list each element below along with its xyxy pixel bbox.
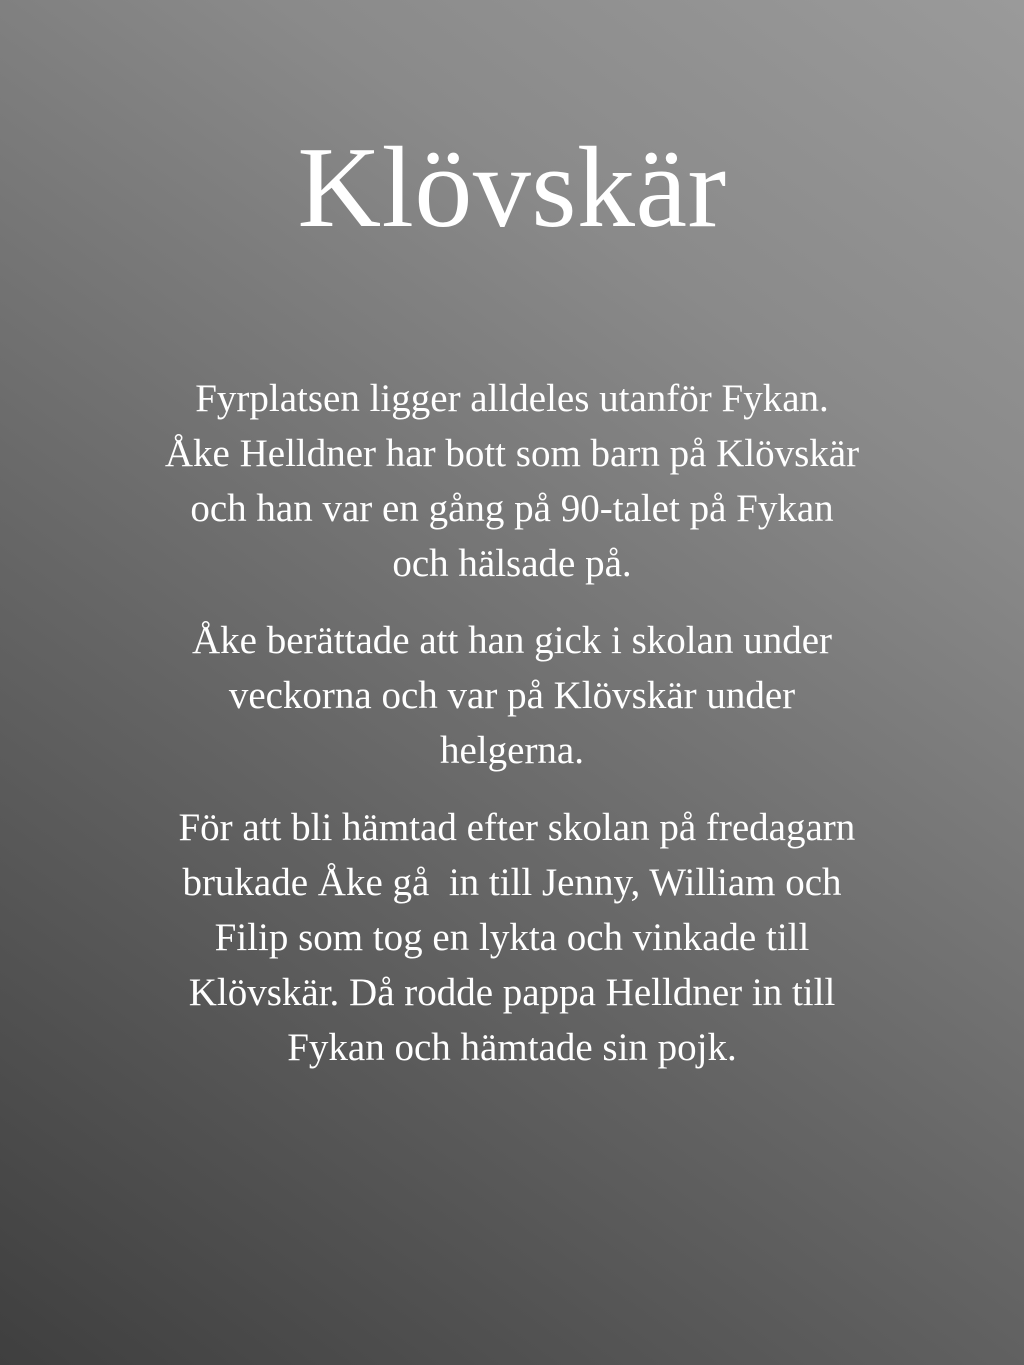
text-line: Åke Helldner har bott som barn på Klövskär [164,432,860,475]
text-line: och hälsade på. [392,542,632,585]
paragraph-3 [92,800,932,1075]
text-line: Fykan och hämtade sin pojk. [287,1026,737,1069]
slide-body [92,371,932,1097]
text-line: Klövskär. Då rodde pappa Helldner in till [188,971,836,1014]
slide-title: Klövskär [297,124,727,252]
text-line: Åke berättade att han gick i skolan under [191,619,832,662]
text-line: och han var en gång på 90-talet på Fykan [190,487,834,530]
text-line: För att bli hämtad efter skolan på fredagarn [168,806,856,849]
text-line: Filip som tog en lykta och vinkade till [214,916,810,959]
paragraph-1 [92,371,932,591]
paragraph-2 [92,613,932,778]
text-line: helgerna. [439,729,584,772]
text-line: veckorna och var på Klövskär under [228,674,796,717]
text-line: Fyrplatsen ligger alldeles utanför Fykan. [195,377,829,420]
text-line: brukade Åke gå in till Jenny, William och [182,861,842,904]
